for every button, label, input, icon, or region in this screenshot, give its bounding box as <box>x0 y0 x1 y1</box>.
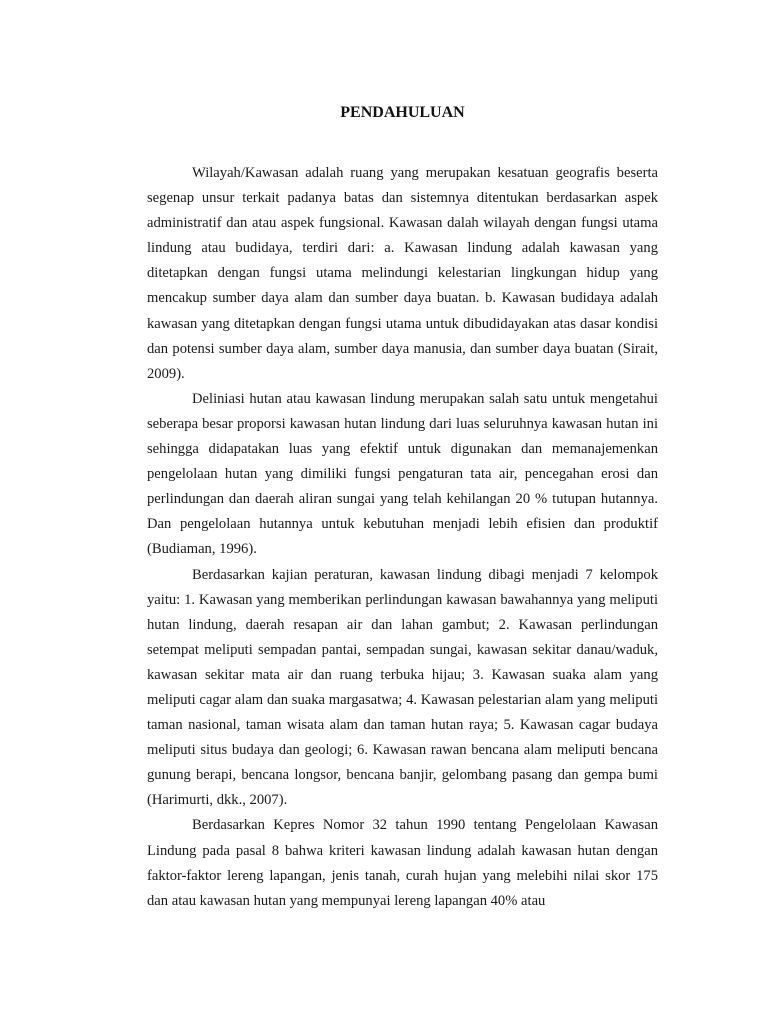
page-title: PENDAHULUAN <box>340 104 465 121</box>
body-text <box>147 161 658 914</box>
paragraph-4: Berdasarkan Kepres Nomor 32 tahun 1990 tentang Pengelolaan Kawasan Lindung pada pasal 8 bahwa kriteri kawasan lindung adalah kawasan hutan dengan faktor-faktor lereng lapangan, jenis tanah, curah hujan yang melebihi nilai skor 175 dan atau kawasan hutan yang mempunyai lereng lapangan 40% atau <box>147 817 658 909</box>
paragraph-1: Wilayah/Kawasan adalah ruang yang merupakan kesatuan geografis beserta segenap unsur terkait padanya batas dan sistemnya ditentukan berdasarkan aspek administratif dan atau aspek fungsional. Kawasan dalah wilayah dengan fungsi utama lindung atau budidaya, terdiri dari: a. Kawasan lindung adalah kawasan yang ditetapkan dengan fungsi utama melindungi kelestarian lingkungan hidup yang mencakup sumber daya alam dan sumber daya buatan. b. Kawasan budidaya adalah kawasan yang ditetapkan dengan fungsi utama untuk dibudidayakan atas dasar kondisi dan potensi sumber daya alam, sumber daya manusia, dan sumber daya buatan (Sirait, 2009). <box>147 165 658 382</box>
paragraph-2: Deliniasi hutan atau kawasan lindung merupakan salah satu untuk mengetahui seberapa besar proporsi kawasan hutan lindung dari luas seluruhnya kawasan hutan ini sehingga didapatakan luas yang efektif untuk digunakan dan memanajemenkan pengelolaan hutan yang dimiliki fungsi pengaturan tata air, pencegahan erosi dan perlindungan dan daerah aliran sungai yang telah kehilangan 20 % tutupan hutannya. Dan pengelolaan hutannya untuk kebutuhan menjadi lebih efisien dan produktif (Budiaman, 1996). <box>147 390 658 558</box>
paragraph-3: Berdasarkan kajian peraturan, kawasan lindung dibagi menjadi 7 kelompok yaitu: 1. Kawasan yang memberikan perlindungan kawasan bawahannya yang meliputi hutan lindung, daerah resapan air dan lahan gambut; 2. Kawasan perlindungan setempat meliputi sempadan pantai, sempadan sungai, kawasan sekitar danau/waduk, kawasan sekitar mata air dan ruang terbuka hijau; 3. Kawasan suaka alam yang meliputi cagar alam dan suaka margasatwa; 4. Kawasan pelestarian alam yang meliputi taman nasional, taman wisata alam dan taman hutan raya; 5. Kawasan cagar budaya meliputi situs budaya dan geologi; 6. Kawasan rawan bencana alam meliputi bencana gunung berapi, bencana longsor, bencana banjir, gelombang pasang dan gempa bumi (Harimurti, dkk., 2007). <box>147 566 658 809</box>
